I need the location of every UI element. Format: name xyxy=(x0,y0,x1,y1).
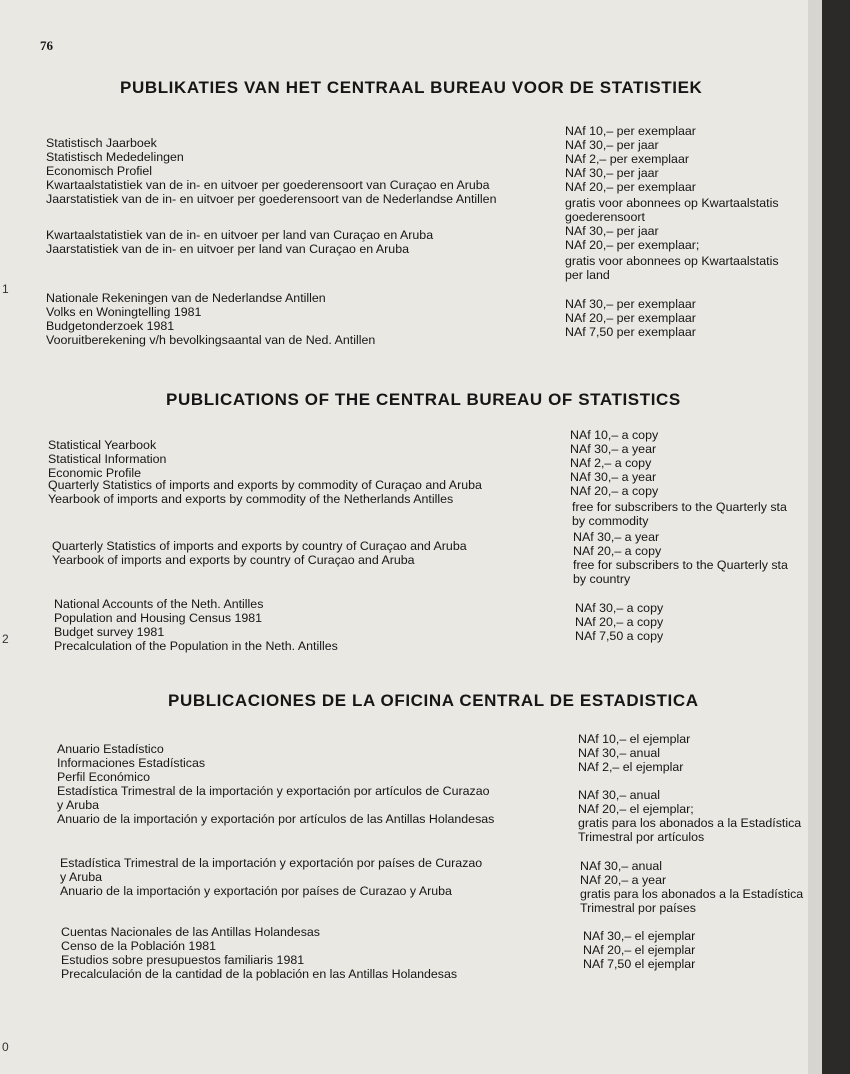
publication-title: Statistisch Jaarboek xyxy=(46,136,157,150)
publication-title: Estudios sobre presupuestos familiaris 1981 xyxy=(61,953,305,967)
publication-title: Censo de la Población 1981 xyxy=(61,939,216,953)
margin-mark: 2 xyxy=(2,632,9,646)
margin-mark: 1 xyxy=(2,282,9,296)
publication-title: Nationale Rekeningen van de Nederlandse Antillen xyxy=(46,291,326,305)
publication-title: Kwartaalstatistiek van de in- en uitvoer per goederensoort van Curaçao en Aruba xyxy=(46,178,490,192)
publication-title: Cuentas Nacionales de las Antillas Holandesas xyxy=(61,925,320,939)
publication-price: Trimestral por artículos xyxy=(578,830,705,844)
publication-price: free for subscribers to the Quarterly sta xyxy=(573,558,788,572)
section-heading-spanish: PUBLICACIONES DE LA OFICINA CENTRAL DE ESTADISTICA xyxy=(168,691,699,710)
publication-price: NAf 20,– a year xyxy=(580,873,667,887)
publication-title: Jaarstatistiek van de in- en uitvoer per land van Curaçao en Aruba xyxy=(46,242,409,256)
publication-price: goederensoort xyxy=(565,210,645,224)
publication-title: Population and Housing Census 1981 xyxy=(54,611,263,625)
publication-price: gratis para los abonados a la Estadística xyxy=(578,816,802,830)
publication-title: Statistical Yearbook xyxy=(48,438,157,452)
publication-title: National Accounts of the Neth. Antilles xyxy=(54,597,264,611)
publication-price: gratis voor abonnees op Kwartaalstatis xyxy=(565,196,779,210)
publication-title: Statistical Information xyxy=(48,452,167,466)
publication-title: Budget survey 1981 xyxy=(54,625,165,639)
publication-title: Estadística Trimestral de la importación y exportación por artículos de Curazao xyxy=(57,784,490,798)
publication-price: free for subscribers to the Quarterly sta xyxy=(572,500,787,514)
publication-title: Statistisch Mededelingen xyxy=(46,150,184,164)
publication-price: NAf 20,– per exemplaar; xyxy=(565,238,700,252)
publication-title: Precalculation of the Population in the Neth. Antilles xyxy=(54,639,338,653)
publication-price: NAf 7,50 per exemplaar xyxy=(565,325,696,339)
publication-price: NAf 30,– per jaar xyxy=(565,138,659,152)
publication-price: NAf 10,– el ejemplar xyxy=(578,732,691,746)
publication-title: Vooruitberekening v/h bevolkingsaantal van de Ned. Antillen xyxy=(46,333,376,347)
publication-price: by commodity xyxy=(572,514,649,528)
publication-title: Kwartaalstatistiek van de in- en uitvoer per land van Curaçao en Aruba xyxy=(46,228,434,242)
publication-price: gratis voor abonnees op Kwartaalstatis xyxy=(565,254,779,268)
publication-title: Estadística Trimestral de la importación y exportación por países de Curazao xyxy=(60,856,483,870)
publication-price: NAf 30,– a copy xyxy=(575,601,664,615)
publication-price: NAf 7,50 a copy xyxy=(575,629,664,643)
publication-price: by country xyxy=(573,572,631,586)
publication-price: NAf 7,50 el ejemplar xyxy=(583,957,696,971)
page-edge-shadow xyxy=(822,0,850,1074)
publication-price: NAf 20,– a copy xyxy=(573,544,662,558)
publication-title: Yearbook of imports and exports by commodity of the Netherlands Antilles xyxy=(48,492,454,506)
publication-price: NAf 30,– anual xyxy=(578,788,660,802)
publication-title: Economisch Profiel xyxy=(46,164,153,178)
margin-mark: 0 xyxy=(2,1040,9,1054)
publication-price: NAf 2,– a copy xyxy=(570,456,652,470)
publication-title: Quarterly Statistics of imports and exports by commodity of Curaçao and Aruba xyxy=(48,478,482,492)
publication-title: Precalculación de la cantidad de la población en las Antillas Holandesas xyxy=(61,967,458,981)
publication-title: Economic Profile xyxy=(48,466,141,480)
publication-price: NAf 30,– a year xyxy=(570,442,657,456)
page-number: 76 xyxy=(40,38,53,53)
publication-title: Informaciones Estadísticas xyxy=(57,756,206,770)
publication-price: NAf 30,– per jaar xyxy=(565,166,659,180)
publication-price: NAf 10,– a copy xyxy=(570,428,659,442)
publication-title: Budgetonderzoek 1981 xyxy=(46,319,175,333)
publication-price: gratis para los abonados a la Estadística xyxy=(580,887,804,901)
publication-price: NAf 30,– a year xyxy=(573,530,660,544)
publication-title: Jaarstatistiek van de in- en uitvoer per goederensoort van de Nederlandse Antillen xyxy=(46,192,497,206)
publication-price: NAf 2,– el ejemplar xyxy=(578,760,684,774)
publication-title: y Aruba xyxy=(60,870,103,884)
publication-price: NAf 30,– anual xyxy=(578,746,660,760)
section-heading-english: PUBLICATIONS OF THE CENTRAL BUREAU OF STATISTICS xyxy=(166,390,681,409)
publication-price: Trimestral por países xyxy=(580,901,696,915)
publication-price: NAf 20,– per exemplaar xyxy=(565,180,696,194)
publication-title: Anuario Estadístico xyxy=(57,742,164,756)
publication-price: NAf 2,– per exemplaar xyxy=(565,152,689,166)
section-heading-dutch: PUBLIKATIES VAN HET CENTRAAL BUREAU VOOR DE STATISTIEK xyxy=(120,78,703,97)
publication-price: NAf 20,– el ejemplar; xyxy=(578,802,694,816)
publication-title: Anuario de la importación y exportación por países de Curazao y Aruba xyxy=(60,884,452,898)
publication-price: NAf 20,– per exemplaar xyxy=(565,311,696,325)
publication-title: Anuario de la importación y exportación por artículos de las Antillas Holandesas xyxy=(57,812,495,826)
publication-title: Quarterly Statistics of imports and exports by country of Curaçao and Aruba xyxy=(52,539,467,553)
publication-title: Volks en Woningtelling 1981 xyxy=(46,305,202,319)
publication-price: NAf 20,– el ejemplar xyxy=(583,943,696,957)
publication-title: y Aruba xyxy=(57,798,100,812)
publication-title: Yearbook of imports and exports by country of Curaçao and Aruba xyxy=(52,553,415,567)
publication-price: NAf 30,– anual xyxy=(580,859,662,873)
publication-price: per land xyxy=(565,268,610,282)
publication-price: NAf 30,– per exemplaar xyxy=(565,297,696,311)
publication-price: NAf 30,– el ejemplar xyxy=(583,929,696,943)
publication-price: NAf 30,– per jaar xyxy=(565,224,659,238)
publication-title: Perfil Económico xyxy=(57,770,150,784)
publication-price: NAf 10,– per exemplaar xyxy=(565,124,696,138)
publication-price: NAf 30,– a year xyxy=(570,470,657,484)
publication-price: NAf 20,– a copy xyxy=(575,615,664,629)
publication-price: NAf 20,– a copy xyxy=(570,484,659,498)
